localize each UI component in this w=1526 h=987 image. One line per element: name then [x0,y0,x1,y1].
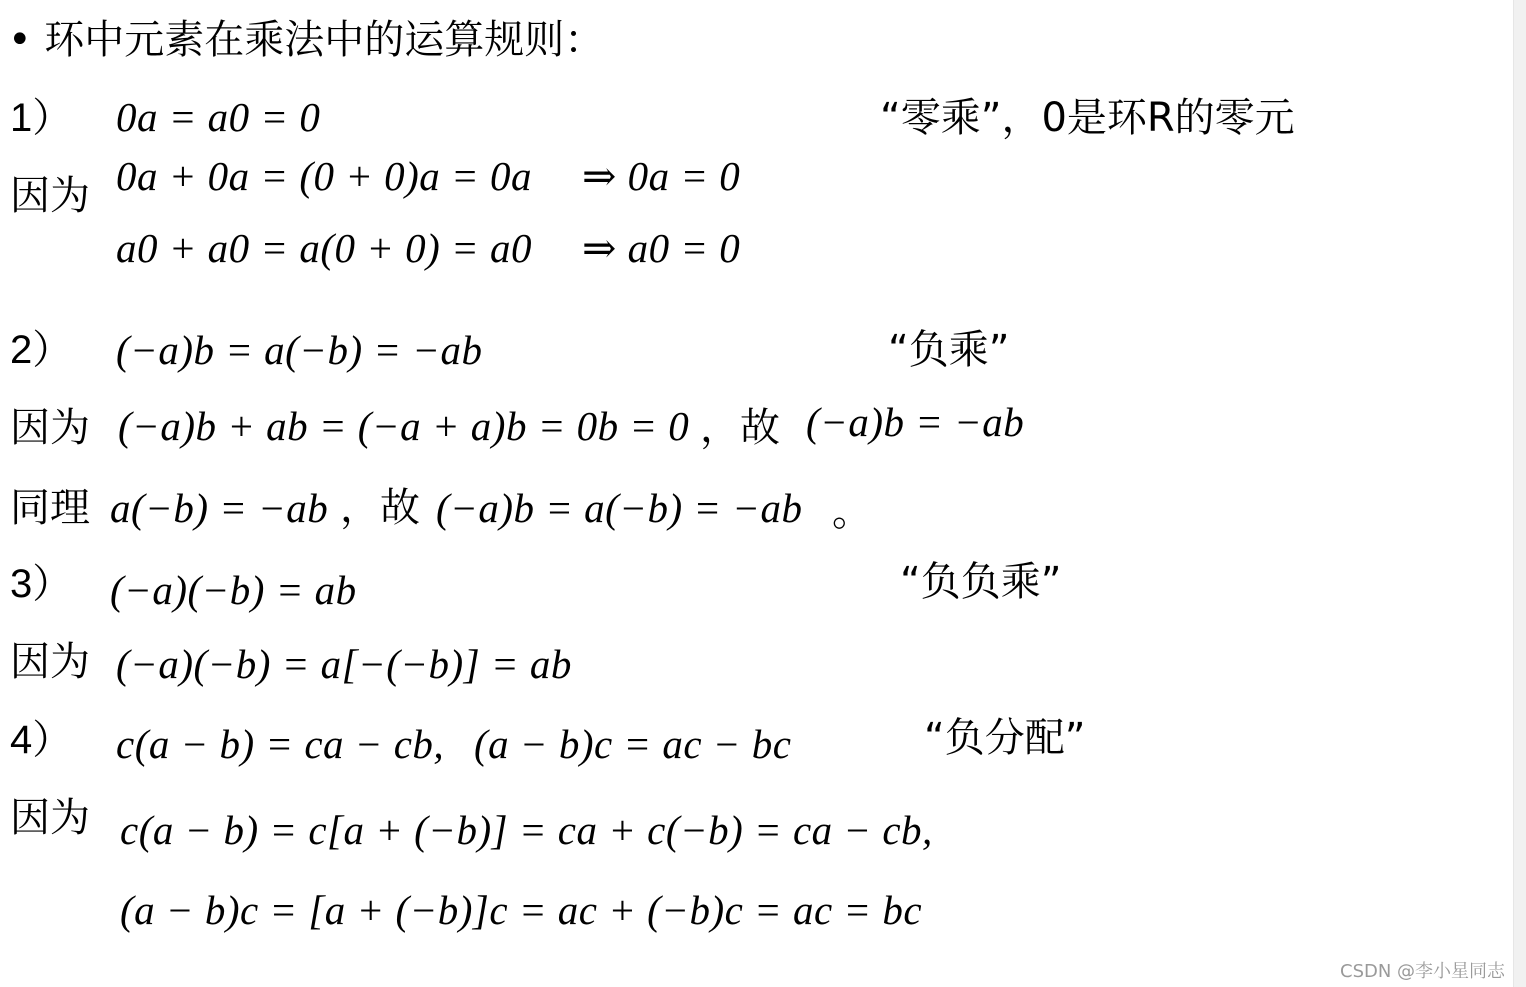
rule-3-reason: (−a)(−b) = a[−(−b)] = ab [116,641,572,687]
rule-2-so: (−a)b = −ab [806,399,1025,445]
page-title: • 环中元素在乘法中的运算规则： [8,17,605,63]
rule-4-reason-line-2: (a − b)c = [a + (−b)]c = ac + (−b)c = ac = bc [120,887,923,933]
vertical-scrollbar[interactable] [1513,0,1526,987]
rule-2-name: “负乘” [888,327,1010,373]
rule-4-formula-a: c(a − b) = ca − cb, [116,721,445,767]
rule-2-reason: (−a)b + ab = (−a + a)b = 0b = 0 [118,403,690,449]
rule-1-result-1: ⇒ 0a = 0 [582,153,741,199]
rule-1-reason-line-2: a0 + a0 = a(0 + 0) = a0 [116,225,532,271]
csdn-watermark: CSDN @李小星同志 [1340,961,1506,982]
rule-1-result-2: ⇒ a0 = 0 [582,225,741,271]
rule-2-same-end: 。 [832,489,872,535]
rule-1-formula: 0a = a0 = 0 [116,94,321,140]
rule-1-reason-line-1: 0a + 0a = (0 + 0)a = 0a [116,153,532,199]
rule-3-formula: (−a)(−b) = ab [110,567,357,613]
rule-4-label: 4） [10,718,73,762]
rule-1-name: “零乘”，0是环R的零元 [880,95,1295,141]
rule-3-reason-label: 因为 [10,639,90,685]
rule-3-label: 3） [10,562,73,606]
rule-2-so-separator: ，故 [700,405,780,451]
rule-2-formula: (−a)b = a(−b) = −ab [116,327,483,373]
rule-2-same-label: 同理 [10,485,90,531]
rule-4-reason-line-1: c(a − b) = c[a + (−b)] = ca + c(−b) = ca − cb, [120,807,933,853]
rule-1-label: 1） [10,96,73,140]
rule-2-reason-label: 因为 [10,405,90,451]
rule-1-reason-label: 因为 [10,173,90,219]
rule-4-reason-label: 因为 [10,795,90,841]
rule-3-name: “负负乘” [900,559,1062,605]
rule-2-same-separator: ，故 [340,485,420,531]
rule-2-same: a(−b) = −ab [110,485,329,531]
rule-2-label: 2） [10,328,73,372]
rule-4-name: “负分配” [924,715,1086,761]
rule-4-formula-b: (a − b)c = ac − bc [474,721,792,767]
rule-2-same-so: (−a)b = a(−b) = −ab [436,485,803,531]
